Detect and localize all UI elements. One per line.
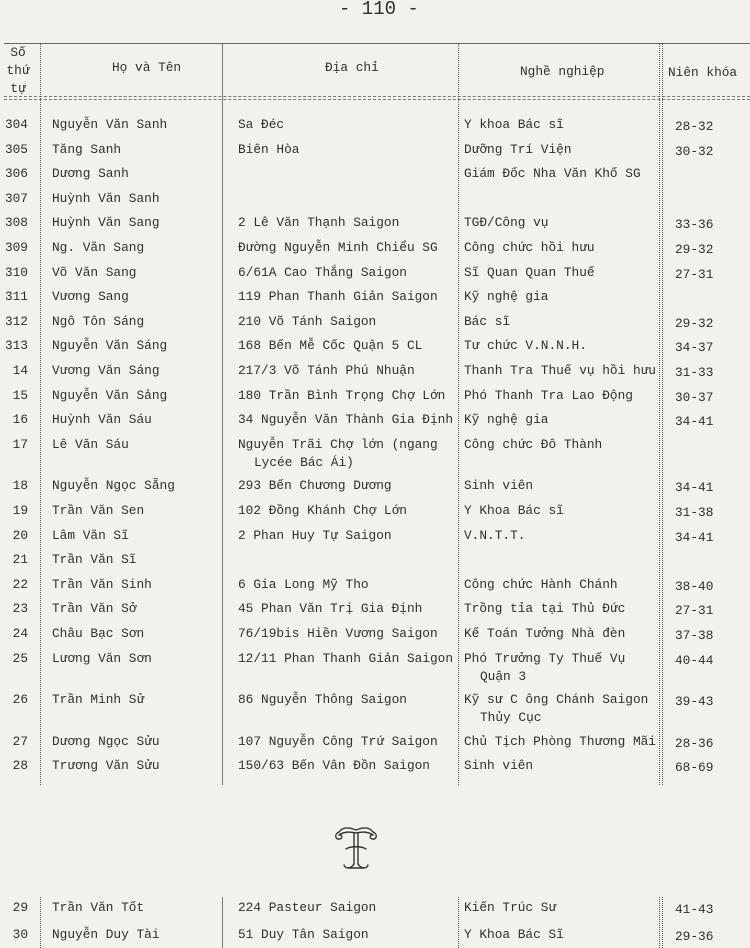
- row-number: 17: [12, 436, 28, 452]
- years-attended: 31-38: [675, 505, 714, 520]
- years-attended: 34-41: [675, 529, 714, 545]
- person-name: Huỳnh Văn Sanh: [52, 190, 160, 206]
- address-line: Biên Hòa: [238, 141, 300, 157]
- occupation-cell: [464, 899, 556, 917]
- address-line: 150/63 Bến Vân Đồn Saigon: [238, 758, 430, 774]
- occupation-cell: [464, 625, 625, 643]
- person-name: Trần Văn Sen: [52, 503, 145, 518]
- person-name: Trần Văn Tốt: [52, 900, 145, 915]
- person-name: Nguyễn Văn Sảng: [52, 387, 168, 403]
- occupation-line: Kế Toán Tưởng Nhà đèn: [464, 626, 626, 641]
- table-row: [0, 387, 750, 405]
- row-number: 18: [12, 478, 28, 494]
- column-header-years: Niên khóa: [668, 65, 738, 80]
- occupation-cell: [464, 288, 548, 306]
- address-cell: [238, 926, 369, 944]
- person-name: Ng. Văn Sang: [52, 240, 145, 255]
- years-attended: 29-36: [675, 929, 714, 944]
- table-row: [0, 527, 750, 545]
- column-header-name: Họ và Tên: [112, 60, 182, 75]
- occupation-line: Bác sĩ: [464, 313, 511, 329]
- column-header-number-line: Số: [10, 45, 26, 60]
- occupation-cell: [464, 477, 533, 495]
- years-attended: 31-33: [675, 365, 714, 380]
- occupation-cell: [464, 116, 564, 134]
- page-number: - 110 -: [339, 0, 419, 20]
- column-header-number: [0, 44, 36, 98]
- address-line: 2 Phan Huy Tự Saigon: [238, 527, 392, 543]
- address-line: 102 Đồng Khánh Chợ Lớn: [238, 503, 407, 518]
- person-name: Tăng Sanh: [52, 141, 122, 157]
- person-name: Vương Văn Sáng: [52, 363, 160, 378]
- address-line: 119 Phan Thanh Giản Saigon: [238, 289, 438, 305]
- person-name: Lương Văn Sơn: [52, 650, 152, 666]
- occupation-line: Thủy Cục: [480, 710, 542, 726]
- person-name: Trương Văn Sửu: [52, 758, 160, 774]
- address-line: 210 Võ Tánh Saigon: [238, 313, 377, 329]
- person-name: Trần Minh Sử: [52, 692, 145, 708]
- row-number: 313: [4, 338, 28, 354]
- years-attended: 39-43: [675, 694, 714, 710]
- occupation-cell: [464, 600, 625, 618]
- table-row: [0, 551, 750, 569]
- address-cell: [238, 477, 392, 495]
- row-number: 22: [12, 576, 28, 592]
- row-number: 29: [12, 900, 28, 915]
- occupation-line: Trồng tỉa tại Thủ Đức: [464, 601, 626, 617]
- header-bottom-rule: [4, 99, 750, 100]
- occupation-line: Phó Thanh Tra Lao Động: [464, 387, 633, 403]
- years-attended: 40-44: [675, 652, 714, 668]
- column-header-address: Địa chỉ: [325, 60, 379, 75]
- years-attended: 34-41: [675, 480, 714, 496]
- occupation-line: Công chức Hành Chánh: [464, 576, 618, 592]
- table-row: [0, 502, 750, 520]
- years-attended: 30-32: [675, 143, 714, 159]
- table-row: [0, 313, 750, 331]
- years-attended: 38-40: [675, 578, 714, 594]
- address-line: 217/3 Võ Tánh Phú Nhuận: [238, 363, 415, 378]
- occupation-line: V.N.T.T.: [464, 527, 526, 543]
- table-row: [0, 116, 750, 134]
- occupation-cell: [464, 926, 564, 944]
- address-cell: [238, 436, 438, 472]
- occupation-line: Chủ Tịch Phòng Thương Mãi: [464, 733, 656, 749]
- occupation-cell: [464, 691, 648, 727]
- table-row: [0, 650, 750, 684]
- occupation-cell: [464, 239, 595, 257]
- row-number: 20: [12, 527, 28, 543]
- address-cell: [238, 733, 438, 751]
- years-attended: 37-38: [675, 628, 714, 643]
- occupation-cell: [464, 264, 595, 282]
- occupation-line: Giám Đốc Nha Văn Khố SG: [464, 166, 641, 182]
- person-name: Lê Văn Sáu: [52, 436, 129, 452]
- address-line: 6 Gia Long Mỹ Tho: [238, 576, 369, 592]
- address-cell: [238, 264, 407, 282]
- person-name: Huỳnh Văn Sáu: [52, 412, 152, 428]
- occupation-cell: [464, 436, 602, 454]
- address-cell: [238, 239, 438, 257]
- occupation-line: Tư chức V.N.N.H.: [464, 338, 587, 354]
- occupation-cell: [464, 733, 656, 751]
- row-number: 309: [4, 240, 28, 255]
- occupation-line: Công chức hồi hưu: [464, 240, 595, 255]
- table-row: [0, 576, 750, 594]
- years-attended: 68-69: [675, 760, 714, 776]
- occupation-line: Y Khoa Bác sĩ: [464, 503, 564, 518]
- table-row: [0, 165, 750, 183]
- row-number: 304: [4, 117, 28, 132]
- occupation-cell: [464, 411, 548, 429]
- occupation-cell: [464, 576, 618, 594]
- years-attended: 34-41: [675, 414, 714, 430]
- person-name: Lâm Văn Sĩ: [52, 527, 129, 543]
- table-row: [0, 288, 750, 306]
- table-row: [0, 436, 750, 470]
- occupation-cell: [464, 502, 564, 520]
- row-number: 306: [4, 166, 28, 182]
- column-header-number-line: thứ: [6, 63, 30, 78]
- address-cell: [238, 313, 376, 331]
- occupation-line: Kỹ nghệ gia: [464, 412, 549, 428]
- address-line: 2 Lê Văn Thạnh Saigon: [238, 215, 400, 231]
- address-line: 107 Nguyễn Công Trứ Saigon: [238, 733, 438, 749]
- person-name: Trần Văn Sinh: [52, 576, 152, 592]
- person-name: Ngô Tôn Sáng: [52, 313, 145, 329]
- address-cell: [238, 362, 415, 380]
- address-line: 34 Nguyễn Văn Thành Gia Định: [238, 412, 454, 428]
- row-number: 24: [12, 626, 28, 641]
- table-row: [0, 214, 750, 232]
- occupation-cell: [464, 387, 633, 405]
- header-bottom-rule: [4, 96, 750, 97]
- occupation-line: Công chức Đô Thành: [464, 436, 603, 452]
- address-line: Đường Nguyễn Minh Chiểu SG: [238, 240, 438, 255]
- person-name: Dương Ngọc Sửu: [52, 733, 160, 749]
- occupation-line: Dưỡng Trí Viện: [464, 141, 572, 157]
- occupation-cell: [464, 757, 533, 775]
- occupation-line: Phó Trưởng Ty Thuế Vụ: [464, 650, 626, 666]
- address-line: 168 Bến Mễ Cốc Quận 5 CL: [238, 338, 423, 354]
- table-row: [0, 190, 750, 208]
- row-number: 16: [12, 412, 28, 428]
- years-attended: 34-37: [675, 340, 714, 356]
- row-number: 307: [4, 190, 28, 206]
- row-number: 30: [12, 927, 28, 942]
- years-attended: 29-32: [675, 242, 714, 257]
- person-name: Nguyễn Duy Tài: [52, 927, 160, 942]
- occupation-cell: [464, 165, 641, 183]
- address-line: 6/61A Cao Thắng Saigon: [238, 264, 407, 280]
- person-name: Nguyễn Văn Sanh: [52, 117, 168, 132]
- occupation-line: Sĩ Quan Quan Thuế: [464, 264, 595, 280]
- occupation-line: Sinh viên: [464, 758, 534, 774]
- address-line: Sa Đéc: [238, 117, 285, 132]
- address-cell: [238, 337, 422, 355]
- address-cell: [238, 502, 407, 520]
- person-name: Nguyễn Ngọc Sẵng: [52, 478, 175, 494]
- occupation-cell: [464, 141, 572, 159]
- address-line: 180 Trần Bình Trọng Chợ Lớn: [238, 387, 446, 403]
- occupation-line: Y Khoa Bác Sĩ: [464, 927, 564, 942]
- table-row: [0, 264, 750, 282]
- occupation-cell: [464, 214, 548, 232]
- row-number: 311: [4, 289, 28, 305]
- table-row: [0, 477, 750, 495]
- row-number: 21: [12, 552, 28, 568]
- occupation-cell: [464, 313, 510, 331]
- occupation-cell: [464, 527, 525, 545]
- occupation-line: TGĐ/Công vụ: [464, 215, 549, 231]
- person-name: Võ Văn Sang: [52, 264, 137, 280]
- address-cell: [238, 214, 399, 232]
- address-cell: [238, 116, 284, 134]
- ornament-icon: [331, 822, 381, 874]
- address-line: 51 Duy Tân Saigon: [238, 927, 369, 942]
- address-cell: [238, 141, 299, 159]
- table-row: [0, 625, 750, 643]
- address-cell: [238, 757, 430, 775]
- table-row: [0, 899, 750, 917]
- years-attended: 28-36: [675, 735, 714, 751]
- table-row: [0, 411, 750, 429]
- occupation-line: Sinh viên: [464, 478, 534, 494]
- table-row: [0, 733, 750, 751]
- table-row: [0, 926, 750, 944]
- occupation-cell: [464, 337, 587, 355]
- table-row: [0, 337, 750, 355]
- table-row: [0, 691, 750, 726]
- row-number: 14: [12, 363, 28, 378]
- occupation-line: Kỹ sư C ông Chánh Saigon: [464, 692, 649, 708]
- row-number: 27: [12, 733, 28, 749]
- address-cell: [238, 527, 392, 545]
- row-number: 28: [12, 758, 28, 774]
- years-attended: 27-31: [675, 603, 714, 619]
- person-name: Huỳnh Văn Sang: [52, 215, 160, 231]
- years-attended: 30-37: [675, 389, 714, 405]
- address-cell: [238, 387, 445, 405]
- address-line: Lycée Bác Ái): [254, 454, 354, 470]
- row-number: 23: [12, 601, 28, 617]
- table-row: [0, 141, 750, 159]
- address-cell: [238, 899, 376, 917]
- years-attended: 29-32: [675, 315, 714, 331]
- years-attended: 33-36: [675, 217, 714, 233]
- years-attended: 28-32: [675, 119, 714, 134]
- years-attended: 27-31: [675, 266, 714, 282]
- person-name: Trần Văn Sở: [52, 601, 137, 617]
- row-number: 15: [12, 387, 28, 403]
- table-row: [0, 757, 750, 775]
- address-cell: [238, 600, 422, 618]
- row-number: 26: [12, 692, 28, 708]
- occupation-line: Thanh Tra Thuế vụ hồi hưu: [464, 363, 656, 378]
- table-row: [0, 600, 750, 618]
- address-line: 76/19bis Hiền Vương Saigon: [238, 626, 438, 641]
- address-line: 86 Nguyễn Thông Saigon: [238, 692, 407, 708]
- address-line: 224 Pasteur Saigon: [238, 900, 377, 915]
- address-line: 12/11 Phan Thanh Giản Saigon: [238, 650, 454, 666]
- address-cell: [238, 650, 453, 668]
- person-name: Trần Văn Sĩ: [52, 552, 137, 568]
- column-header-occupation: Nghề nghiệp: [520, 64, 605, 79]
- row-number: 25: [12, 650, 28, 666]
- person-name: Châu Bạc Sơn: [52, 626, 145, 641]
- table-top-rule: [4, 43, 750, 44]
- row-number: 312: [4, 313, 28, 329]
- address-cell: [238, 625, 438, 643]
- occupation-line: Kiến Trúc Sư: [464, 900, 557, 915]
- occupation-line: Y khoa Bác sĩ: [464, 117, 564, 132]
- table-row: [0, 239, 750, 257]
- address-line: 293 Bến Chương Dương: [238, 478, 392, 494]
- column-header-number-line: tự: [10, 81, 26, 96]
- person-name: Nguyễn Văn Sáng: [52, 338, 168, 354]
- address-line: 45 Phan Văn Trị Gia Định: [238, 601, 423, 617]
- years-attended: 41-43: [675, 902, 714, 917]
- row-number: 308: [4, 215, 28, 231]
- row-number: 310: [4, 264, 28, 280]
- address-cell: [238, 576, 369, 594]
- row-number: 19: [12, 503, 28, 518]
- occupation-cell: [464, 362, 656, 380]
- occupation-line: Quận 3: [480, 668, 527, 684]
- table-row: [0, 362, 750, 380]
- address-cell: [238, 691, 407, 709]
- row-number: 305: [4, 141, 28, 157]
- occupation-line: Kỹ nghệ gia: [464, 289, 549, 305]
- address-cell: [238, 288, 438, 306]
- person-name: Dương Sanh: [52, 166, 129, 182]
- address-cell: [238, 411, 453, 429]
- person-name: Vương Sang: [52, 289, 129, 305]
- address-line: Nguyễn Trãi Chợ lớn (ngang: [238, 436, 438, 452]
- occupation-cell: [464, 650, 625, 686]
